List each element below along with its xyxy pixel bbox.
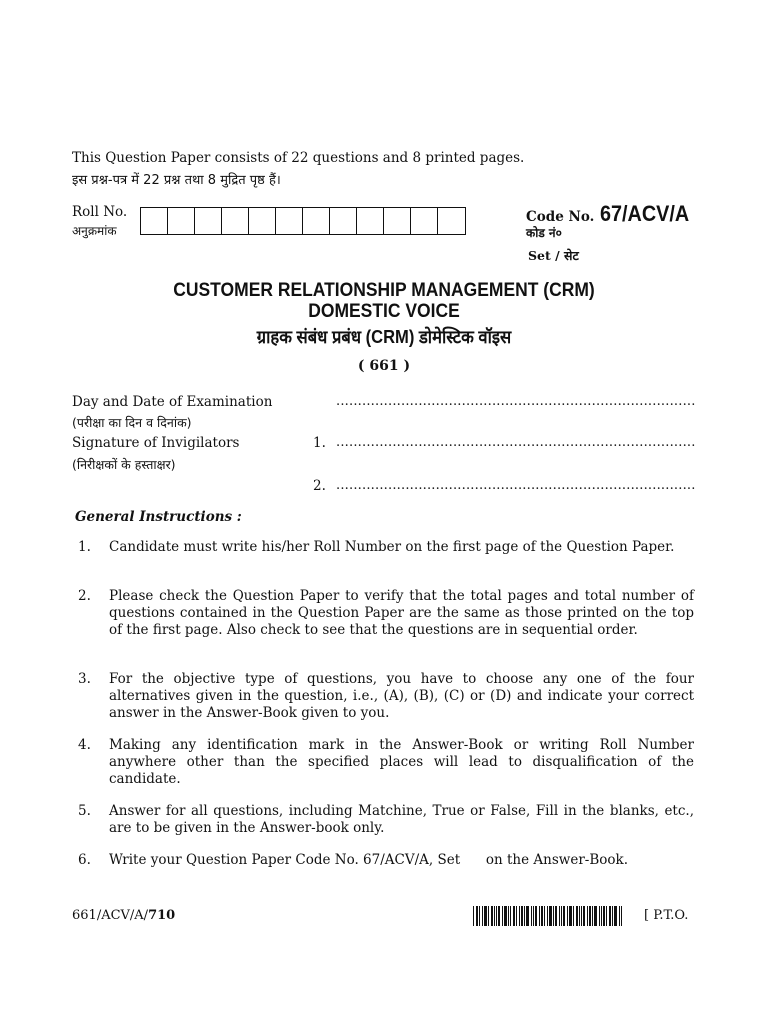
instruction-text: For the objective type of questions, you have to choose any one of the four alternatives given in the question, i.e., (A), (B), (C) or (D) and indicate your correct answer in the Answer-Book given to you. bbox=[109, 671, 694, 721]
roll-box[interactable] bbox=[222, 208, 249, 234]
code-value: 67/ACV/A bbox=[600, 201, 690, 226]
invigilator-2-number: 2. bbox=[313, 478, 326, 494]
pages-info-hi: इस प्रश्न-पत्र में 22 प्रश्न तथा 8 मुद्रित पृष्ठ हैं। bbox=[72, 173, 281, 188]
footer-code-bold: 710 bbox=[148, 908, 176, 923]
instruction-number: 2. bbox=[78, 588, 91, 604]
instruction-item bbox=[78, 737, 694, 788]
instruction-number: 4. bbox=[78, 737, 91, 753]
instruction-number: 6. bbox=[78, 852, 91, 868]
roll-box[interactable] bbox=[141, 208, 168, 234]
subject-title-line2: DOMESTIC VOICE bbox=[308, 301, 460, 322]
footer-code-prefix: 661/ACV/A/ bbox=[72, 908, 149, 923]
roll-box[interactable] bbox=[438, 208, 465, 234]
pto-label: [ P.T.O. bbox=[644, 908, 689, 923]
roll-label-en: Roll No. bbox=[72, 204, 128, 220]
subject-title-hi: ग्राहक संबंध प्रबंध (CRM) डोमेस्टिक वॉइस bbox=[256, 327, 512, 347]
roll-box[interactable] bbox=[303, 208, 330, 234]
instruction-item bbox=[78, 803, 694, 837]
general-instructions-heading: General Instructions : bbox=[75, 509, 242, 525]
roll-box[interactable] bbox=[357, 208, 384, 234]
roll-box[interactable] bbox=[411, 208, 438, 234]
invigilator-1-line[interactable]: ................................................................................... bbox=[336, 435, 696, 450]
instruction-text: Answer for all questions, including Matchine, True or False, Fill in the blanks, etc., are to be given in the Answer-book only. bbox=[109, 803, 694, 836]
exam-date-label-en: Day and Date of Examination bbox=[72, 394, 273, 410]
footer-paper-code bbox=[72, 908, 175, 923]
roll-box[interactable] bbox=[276, 208, 303, 234]
invigilator-1-number: 1. bbox=[313, 435, 326, 451]
instruction-item bbox=[78, 852, 694, 869]
instruction-text: Candidate must write his/her Roll Number on the first page of the Question Paper. bbox=[109, 539, 675, 555]
code-label-hi: कोड नं० bbox=[526, 226, 562, 240]
invigilator-sig-label-en: Signature of Invigilators bbox=[72, 435, 240, 451]
subject-code: ( 661 ) bbox=[357, 358, 411, 374]
instruction-item bbox=[78, 671, 694, 722]
subject-title-line1: CUSTOMER RELATIONSHIP MANAGEMENT (CRM) bbox=[173, 280, 595, 301]
instruction-item bbox=[78, 588, 694, 639]
roll-box[interactable] bbox=[384, 208, 411, 234]
roll-box[interactable] bbox=[195, 208, 222, 234]
exam-date-label-hi: (परीक्षा का दिन व दिनांक) bbox=[72, 415, 192, 430]
instruction-number: 5. bbox=[78, 803, 91, 819]
barcode bbox=[473, 906, 622, 926]
roll-box[interactable] bbox=[330, 208, 357, 234]
instruction-text: Write your Question Paper Code No. 67/ACV/A, Set on the Answer-Book. bbox=[109, 852, 628, 868]
set-label: Set / सेट bbox=[528, 248, 579, 263]
instruction-text: Please check the Question Paper to verify that the total pages and total number of questions contained in the Question Paper are the same as those printed on the top of the first page. Also check to see that the questions are in sequential order. bbox=[109, 588, 694, 638]
code-label-en: Code No. bbox=[526, 209, 595, 225]
invigilator-2-line[interactable]: ................................................................................... bbox=[336, 478, 696, 493]
roll-box[interactable] bbox=[168, 208, 195, 234]
roll-label-hi: अनुक्रमांक bbox=[72, 224, 117, 238]
instruction-text: Making any identification mark in the Answer-Book or writing Roll Number anywhere other than the specified places will lead to disqualification of the candidate. bbox=[109, 737, 694, 787]
roll-box[interactable] bbox=[249, 208, 276, 234]
invigilator-sig-label-hi: (निरीक्षकों के हस्ताक्षर) bbox=[72, 457, 176, 472]
roll-number-boxes[interactable] bbox=[140, 207, 466, 235]
pages-info-en: This Question Paper consists of 22 questions and 8 printed pages. bbox=[72, 150, 525, 166]
instruction-number: 3. bbox=[78, 671, 91, 687]
instruction-number: 1. bbox=[78, 539, 91, 555]
instruction-item bbox=[78, 539, 694, 556]
exam-date-line[interactable]: ................................................................................... bbox=[336, 394, 696, 409]
